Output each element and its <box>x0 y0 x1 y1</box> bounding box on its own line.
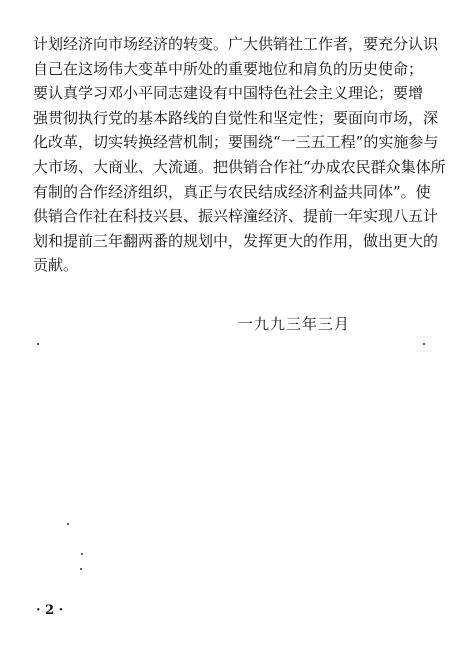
text-line-5: 化改革，切实转换经营机制；要围绕“一三五工程”的实施参与 <box>33 133 439 152</box>
scan-speck <box>37 343 39 345</box>
text-line-4: 强贯彻执行党的基本路线的自觉性和坚定性；要面向市场，深 <box>33 108 439 127</box>
text-line-2: 自己在这场伟大变革中所处的重要地位和肩负的历史使命； <box>33 59 424 78</box>
scan-speck <box>423 343 425 345</box>
text-line-10: 贡献。 <box>33 256 79 275</box>
page-number: · 2 · <box>36 603 64 618</box>
scan-speck <box>81 553 83 555</box>
text-line-3: 要认真学习邓小平同志建设有中国特色社会主义理论；要增 <box>33 84 424 103</box>
text-line-6: 大市场、大商业、大流通。把供销合作社“办成农民群众集体所 <box>33 157 446 176</box>
text-line-8: 供销合作社在科技兴县、振兴梓潼经济、提前一年实现八五计 <box>33 207 439 226</box>
scan-speck <box>67 523 69 525</box>
body-paragraph <box>33 32 446 278</box>
text-line-9: 划和提前三年翻两番的规划中，发挥更大的作用，做出更大的 <box>33 231 439 250</box>
signature-date: 一九九三年三月 <box>238 315 351 333</box>
text-line-7: 有制的合作经济组织，真正与农民结成经济利益共同体”。使 <box>33 182 431 201</box>
scan-speck <box>80 568 82 570</box>
text-line-1: 计划经济向市场经济的转变。广大供销社工作者，要充分认识 <box>33 35 439 53</box>
